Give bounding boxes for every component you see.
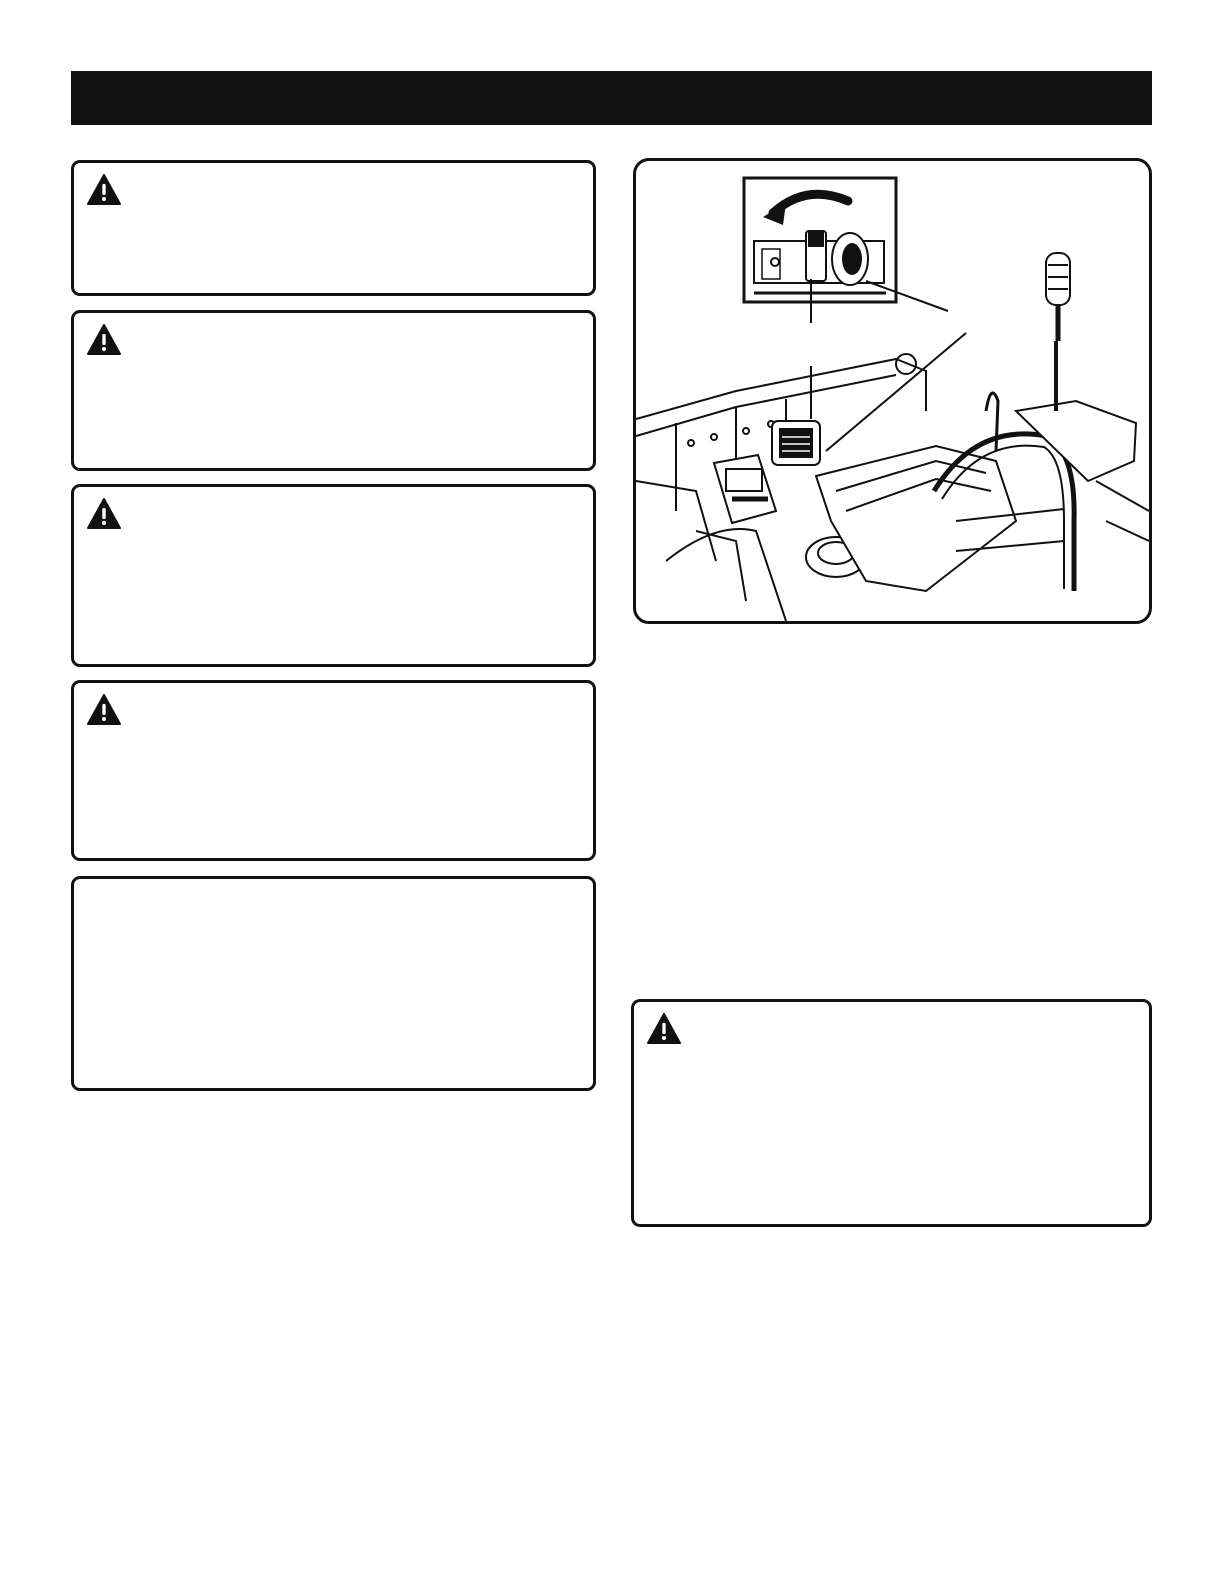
warning-box-4 [71,680,596,861]
warning-box-5 [631,999,1152,1227]
warning-triangle-icon [86,173,122,206]
warning-triangle-icon [646,1012,682,1045]
section-title-bar [71,71,1152,125]
notice-box [71,876,596,1091]
warning-box-3 [71,484,596,667]
warning-box-1 [71,160,596,296]
callout-line [826,333,966,451]
warning-box-2 [71,310,596,471]
warning-triangle-icon [86,497,122,530]
mower-body [636,253,1149,621]
figure-panel [633,158,1152,624]
warning-triangle-icon [86,693,122,726]
mower-illustration [636,161,1149,621]
warning-triangle-icon [86,323,122,356]
